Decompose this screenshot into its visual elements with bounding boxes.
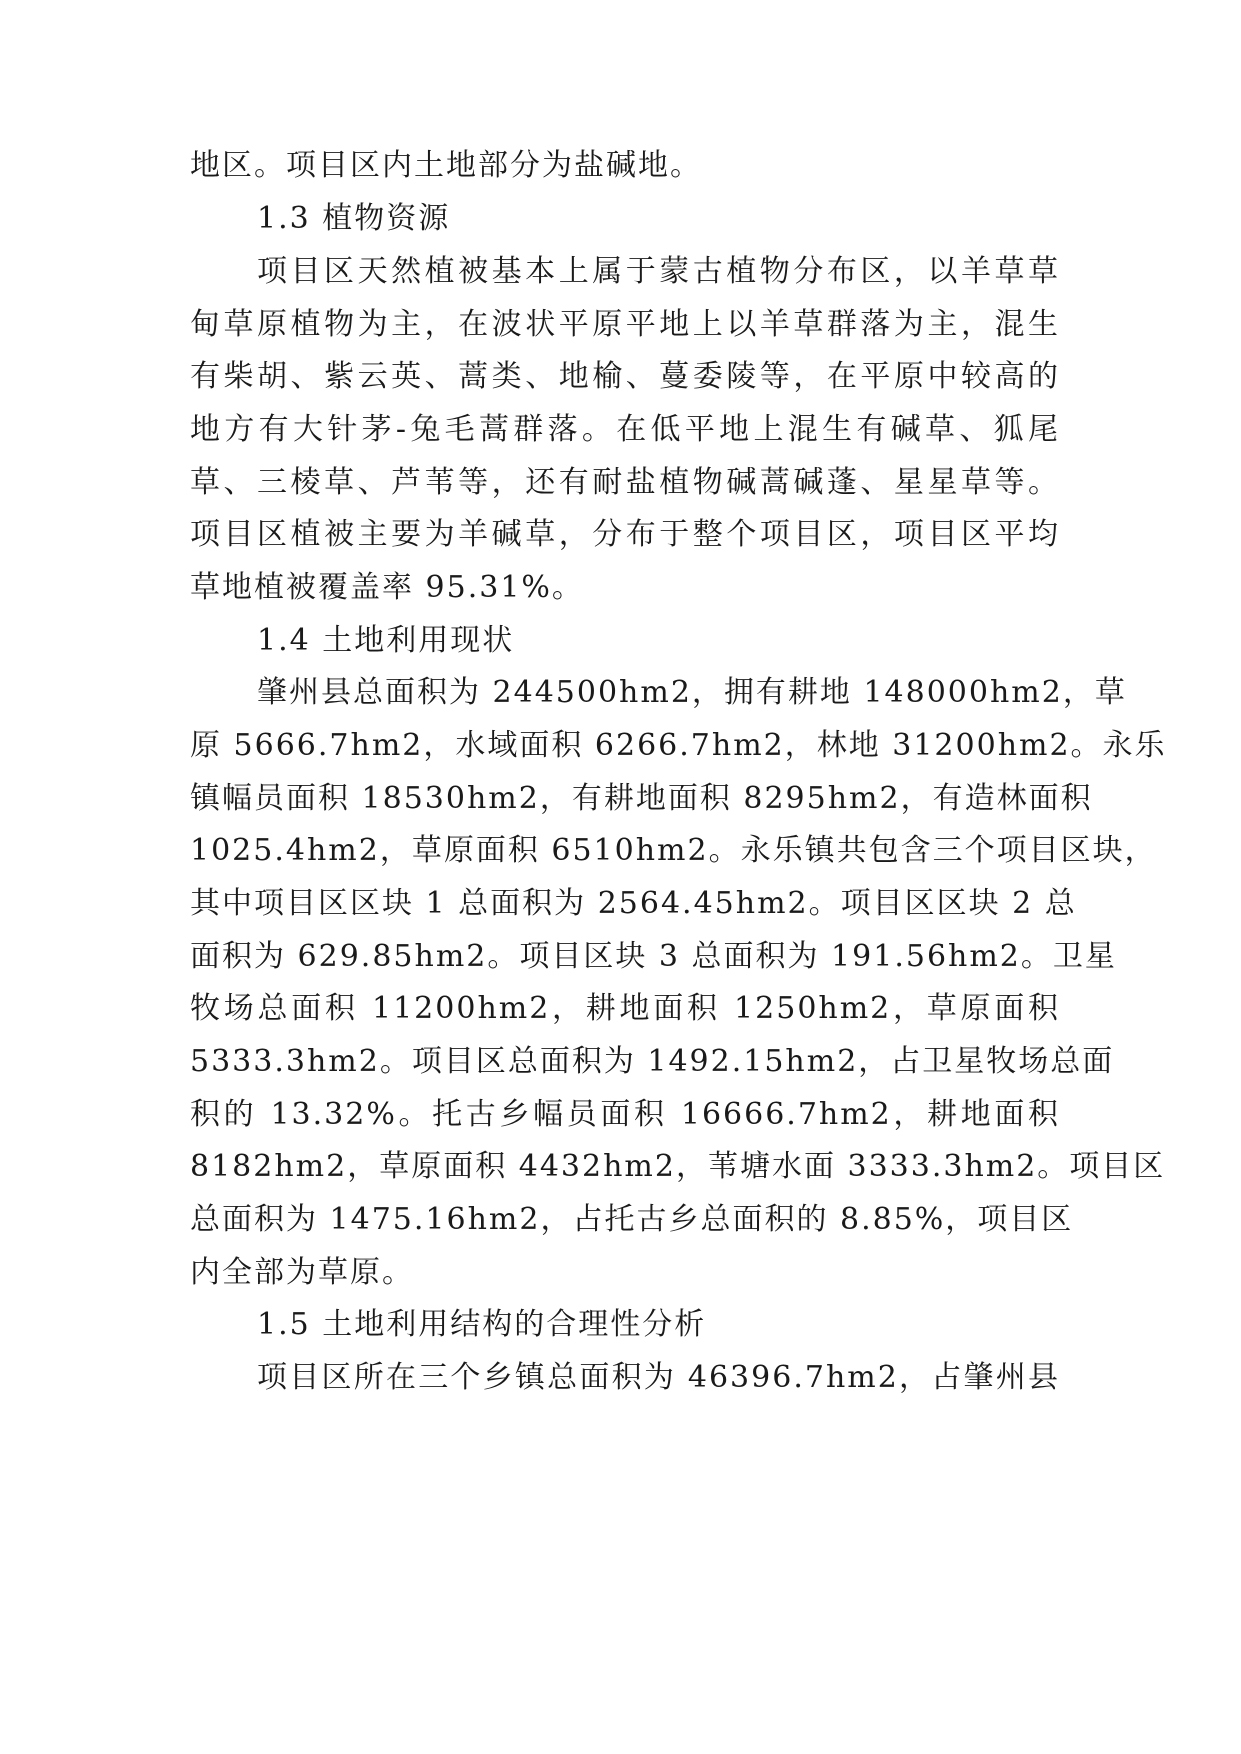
- paragraph-line: 积的 13.32%。托古乡幅员面积 16666.7hm2，耕地面积: [190, 1097, 1060, 1132]
- section-heading-1-5: 1.5 土地利用结构的合理性分析: [257, 1307, 707, 1342]
- paragraph-line: 项目区植被主要为羊碱草，分布于整个项目区，项目区平均: [190, 517, 1060, 552]
- paragraph-line: 项目区所在三个乡镇总面积为 46396.7hm2，占肇州县: [257, 1360, 1060, 1395]
- paragraph-line: 地区。项目区内土地部分为盐碱地。: [190, 148, 702, 183]
- paragraph-line: 甸草原植物为主，在波状平原平地上以羊草群落为主，混生: [190, 307, 1060, 342]
- section-heading-1-3: 1.3 植物资源: [257, 201, 451, 236]
- paragraph-line: 有柴胡、紫云英、蒿类、地榆、蔓委陵等，在平原中较高的: [190, 359, 1060, 394]
- paragraph-line: 其中项目区区块 1 总面积为 2564.45hm2。项目区区块 2 总: [190, 886, 1077, 921]
- paragraph-line: 总面积为 1475.16hm2，占托古乡总面积的 8.85%，项目区: [190, 1202, 1074, 1237]
- paragraph-line: 地方有大针茅-兔毛蒿群落。在低平地上混生有碱草、狐尾: [190, 412, 1060, 447]
- paragraph-line: 肇州县总面积为 244500hm2，拥有耕地 148000hm2，草: [257, 675, 1127, 710]
- paragraph-line: 1025.4hm2，草原面积 6510hm2。永乐镇共包含三个项目区块，: [190, 833, 1157, 868]
- paragraph-line: 内全部为草原。: [190, 1255, 414, 1290]
- paragraph-line: 草、三棱草、芦苇等，还有耐盐植物碱蒿碱蓬、星星草等。: [190, 465, 1060, 500]
- paragraph-line: 项目区天然植被基本上属于蒙古植物分布区，以羊草草: [257, 254, 1060, 289]
- paragraph-line: 原 5666.7hm2，水域面积 6266.7hm2，林地 31200hm2。永乐: [190, 728, 1167, 763]
- paragraph-line: 镇幅员面积 18530hm2，有耕地面积 8295hm2，有造林面积: [190, 781, 1093, 816]
- paragraph-line: 8182hm2，草原面积 4432hm2，苇塘水面 3333.3hm2。项目区: [190, 1149, 1166, 1184]
- section-heading-1-4: 1.4 土地利用现状: [257, 623, 515, 658]
- paragraph-line: 草地植被覆盖率 95.31%。: [190, 570, 584, 605]
- paragraph-line: 面积为 629.85hm2。项目区块 3 总面积为 191.56hm2。卫星: [190, 939, 1117, 974]
- paragraph-line: 5333.3hm2。项目区总面积为 1492.15hm2，占卫星牧场总面: [190, 1044, 1115, 1079]
- paragraph-line: 牧场总面积 11200hm2，耕地面积 1250hm2，草原面积: [190, 991, 1060, 1026]
